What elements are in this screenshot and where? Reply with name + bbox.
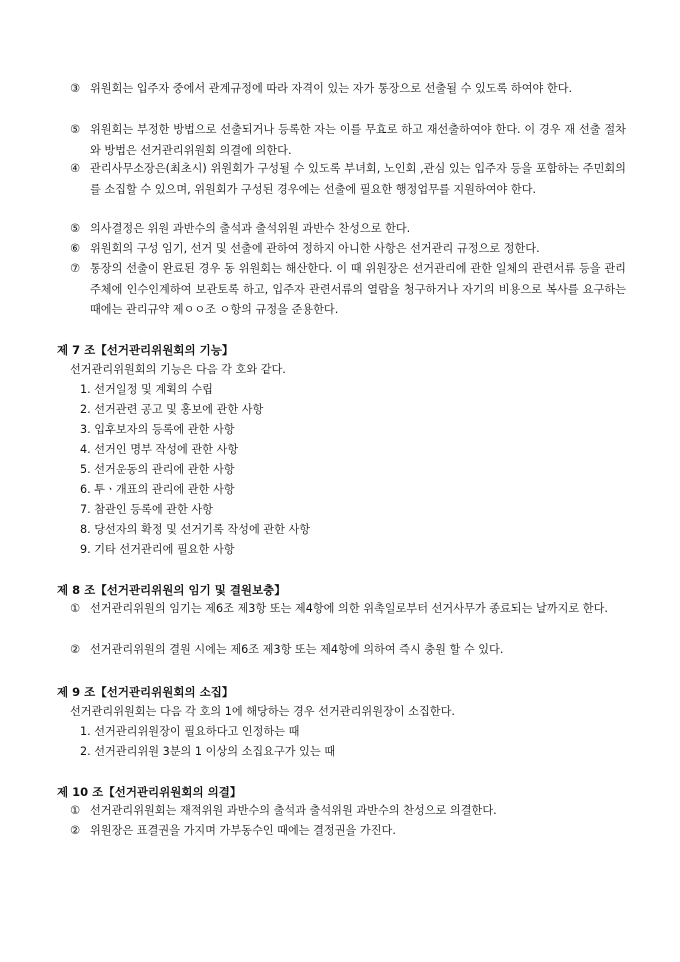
item-text: 선거관리위원의 임기는 제6조 제3항 또는 제4항에 의한 위촉일로부터 선거사무가 종료되는 날까지로 한다.: [90, 602, 608, 615]
article9-list-item: 2. 선거관리위원 3분의 1 이상의 소집요구가 있는 때: [80, 745, 336, 758]
item-mark: ④: [70, 162, 81, 175]
item-text: 위원회는 부정한 방법으로 선출되거나 등록한 자는 이를 무효로 하고 재선출하여야 한다. 이 경우 재 선출 절차와 방법은 선거관리위원회 의결에 의한다.: [90, 123, 626, 157]
item-mark: ②: [70, 824, 81, 837]
article7-heading: 제 7 조【선거관리위원회의 기능】: [57, 343, 234, 357]
item-text: 관리사무소장은(최초시) 위원회가 구성될 수 있도록 부녀회, 노인회 ,관심 있는 입주자 등을 포함하는 주민회의를 소집할 수 있으며, 위원회가 구성된 경우에는 선출에 필요한 행정업무를 지원하여야 한다.: [90, 162, 626, 196]
item-text: 위원회의 구성 임기, 선거 및 선출에 관하여 정하지 아니한 사항은 선거관리 규정으로 정한다.: [90, 242, 540, 255]
article8-item-1: [70, 599, 626, 620]
article6-item-6: [70, 239, 626, 260]
item-text: 의사결정은 위원 과반수의 출석과 출석위원 과반수 찬성으로 한다.: [90, 222, 411, 235]
item-text: 위원회는 입주자 중에서 관계규정에 따라 자격이 있는 자가 통장으로 선출될 수 있도록 하여야 한다.: [90, 82, 573, 95]
article7-intro: 선거관리위원회의 기능은 다음 각 호와 같다.: [70, 363, 286, 376]
item-mark: ⑤: [70, 123, 81, 136]
item-mark: ⑤: [70, 222, 81, 235]
article6-item-5b: [70, 219, 626, 240]
item-mark: ⑦: [70, 262, 81, 275]
article7-list-item: 7. 참관인 등록에 관한 사항: [80, 503, 213, 516]
article6-item-7: [70, 259, 626, 321]
item-text: 통장의 선출이 완료된 경우 동 위원회는 해산한다. 이 때 위원장은 선거관리에 관한 일체의 관련서류 등을 관리주체에 인수인계하여 보관토록 하고, 입주자 관련서류의 열람을 청구하거나 자기의 비용으로 복사를 요구하는 때에는 관리규약 제ㅇㅇ조 ㅇ항의 규정을 준용한다.: [90, 262, 626, 316]
item-text: 선거관리위원의 결원 시에는 제6조 제3항 또는 제4항에 의하여 즉시 충원 할 수 있다.: [90, 643, 504, 656]
article7-list-item: 3. 입후보자의 등록에 관한 사항: [80, 423, 235, 436]
article6-item-4: [70, 159, 626, 200]
item-mark: ①: [70, 602, 81, 615]
article10-item-2: [70, 821, 626, 842]
article9-heading: 제 9 조【선거관리위원회의 소집】: [57, 685, 234, 699]
item-text: 선거관리위원회는 재적위원 과반수의 출석과 출석위원 과반수의 찬성으로 의결한다.: [90, 804, 497, 817]
article9-list-item: 1. 선거관리위원장이 필요하다고 인정하는 때: [80, 725, 300, 738]
article7-list-item: 5. 선거운동의 관리에 관한 사항: [80, 463, 235, 476]
article7-list-item: 8. 당선자의 확정 및 선거기록 작성에 관한 사항: [80, 523, 311, 536]
item-mark: ⑥: [70, 242, 81, 255]
article8-item-2: [70, 640, 626, 661]
article10-heading: 제 10 조【선거관리위원회의 의결】: [57, 785, 242, 799]
article7-list-item: 1. 선거일정 및 계획의 수립: [80, 383, 213, 396]
item-text: 위원장은 표결권을 가지며 가부동수인 때에는 결정권을 가진다.: [90, 824, 396, 837]
article7-list-item: 6. 투ㆍ개표의 관리에 관한 사항: [80, 483, 235, 496]
article9-intro: 선거관리위원회는 다음 각 호의 1에 해당하는 경우 선거관리위원장이 소집한다.: [70, 705, 455, 718]
article10-item-1: [70, 801, 626, 822]
article7-list-item: 9. 기타 선거관리에 필요한 사항: [80, 543, 235, 556]
article6-item-5a: [70, 120, 626, 161]
article7-list-item: 2. 선거관련 공고 및 홍보에 관한 사항: [80, 403, 264, 416]
article6-item-3: [70, 79, 626, 100]
article7-list-item: 4. 선거인 명부 작성에 관한 사항: [80, 443, 239, 456]
item-mark: ①: [70, 804, 81, 817]
article8-heading: 제 8 조【선거관리위원의 임기 및 결원보충】: [57, 583, 286, 597]
item-mark: ③: [70, 82, 81, 95]
item-mark: ②: [70, 643, 81, 656]
